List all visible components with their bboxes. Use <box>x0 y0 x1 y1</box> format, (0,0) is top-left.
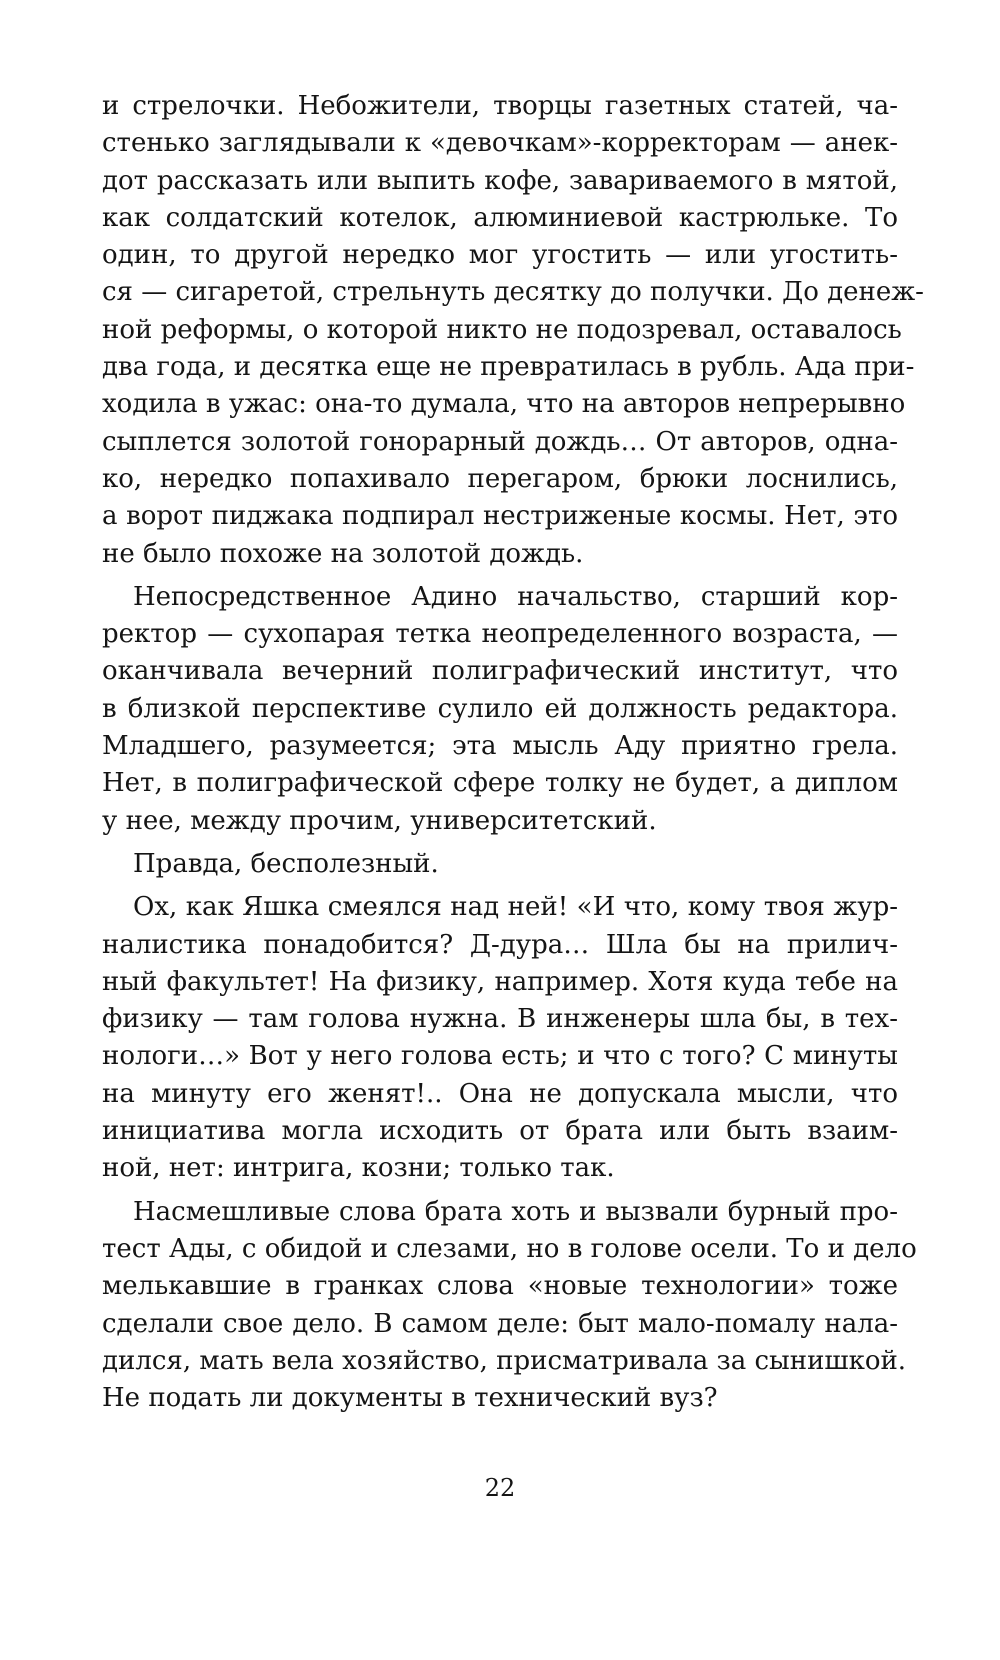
paragraph <box>102 846 898 883</box>
text-line: два года, и десятка еще не превратилась в рубль. Ада при- <box>102 352 915 383</box>
text-line: мелькавшие в гранках слова «новые технологии» тоже <box>102 1271 898 1302</box>
text-line: налистика понадобится? Д-дура… Шла бы на прилич- <box>102 929 898 960</box>
text-line: а ворот пиджака подпирал нестриженые космы. Нет, это <box>102 501 898 532</box>
text-line: ко, нередко попахивало перегаром, брюки лоснились, <box>102 463 898 494</box>
page-number: 22 <box>484 1474 516 1502</box>
text-line: ной реформы, о которой никто не подозревал, оставалось <box>102 314 902 345</box>
text-line: не было похоже на золотой дождь. <box>102 538 584 569</box>
text-line: инициатива могла исходить от брата или быть взаим- <box>102 1116 898 1147</box>
text-line: сделали свое дело. В самом деле: быт мало-помалу нала- <box>102 1308 898 1339</box>
paragraph <box>102 1194 917 1418</box>
paragraph <box>102 889 898 1187</box>
text-line: ной, нет: интрига, козни; только так. <box>102 1153 615 1184</box>
text-line: ный факультет! На физику, например. Хотя куда тебе на <box>102 966 898 997</box>
text-line: нологи…» Вот у него голова есть; и что с того? С минуты <box>102 1041 898 1072</box>
text-line: Правда, бесполезный. <box>133 848 439 879</box>
paragraph <box>102 579 898 840</box>
text-line: дился, мать вела хозяйство, присматривала за сынишкой. <box>102 1345 907 1376</box>
text-line: сыплется золотой гонорарный дождь… От авторов, одна- <box>102 426 898 457</box>
text-line: Непосредственное Адино начальство, старший кор- <box>133 581 898 612</box>
text-line: дот рассказать или выпить кофе, завариваемого в мятой, <box>102 165 898 196</box>
text-line: один, то другой нередко мог угостить — или угостить- <box>102 240 898 271</box>
text-line: Не подать ли документы в технический вуз? <box>102 1383 718 1414</box>
text-line: оканчивала вечерний полиграфический институт, что <box>102 656 898 687</box>
body-text <box>102 88 924 1417</box>
text-line: Ох, как Яшка смеялся над ней! «И что, кому твоя жур- <box>133 892 898 923</box>
text-line: ся — сигаретой, стрельнуть десятку до получки. До денеж- <box>102 277 924 308</box>
text-line: на минуту его женят!.. Она не допускала мысли, что <box>102 1078 898 1109</box>
text-line: у нее, между прочим, университетский. <box>102 805 657 836</box>
text-line: ходила в ужас: она-то думала, что на авторов непрерывно <box>102 389 906 420</box>
text-line: физику — там голова нужна. В инженеры шла бы, в тех- <box>102 1004 898 1035</box>
text-line: Нет, в полиграфической сфере толку не будет, а диплом <box>102 768 898 799</box>
text-line: и стрелочки. Небожители, творцы газетных статей, ча- <box>102 91 898 121</box>
text-line: Младшего, разумеется; эта мысль Аду приятно грела. <box>102 731 898 762</box>
text-line: в близкой перспективе сулило ей должность редактора. <box>102 693 898 724</box>
text-line: как солдатский котелок, алюминиевой кастрюльке. То <box>102 202 898 233</box>
text-line: тест Ады, с обидой и слезами, но в голове осели. То и дело <box>102 1233 917 1264</box>
text-line: стенько заглядывали к «девочкам»-корректорам — анек- <box>102 128 898 159</box>
text-line: Насмешливые слова брата хоть и вызвали бурный про- <box>133 1196 898 1227</box>
paragraph <box>102 88 924 573</box>
text-line: ректор — сухопарая тетка неопределенного возраста, — <box>102 619 898 650</box>
